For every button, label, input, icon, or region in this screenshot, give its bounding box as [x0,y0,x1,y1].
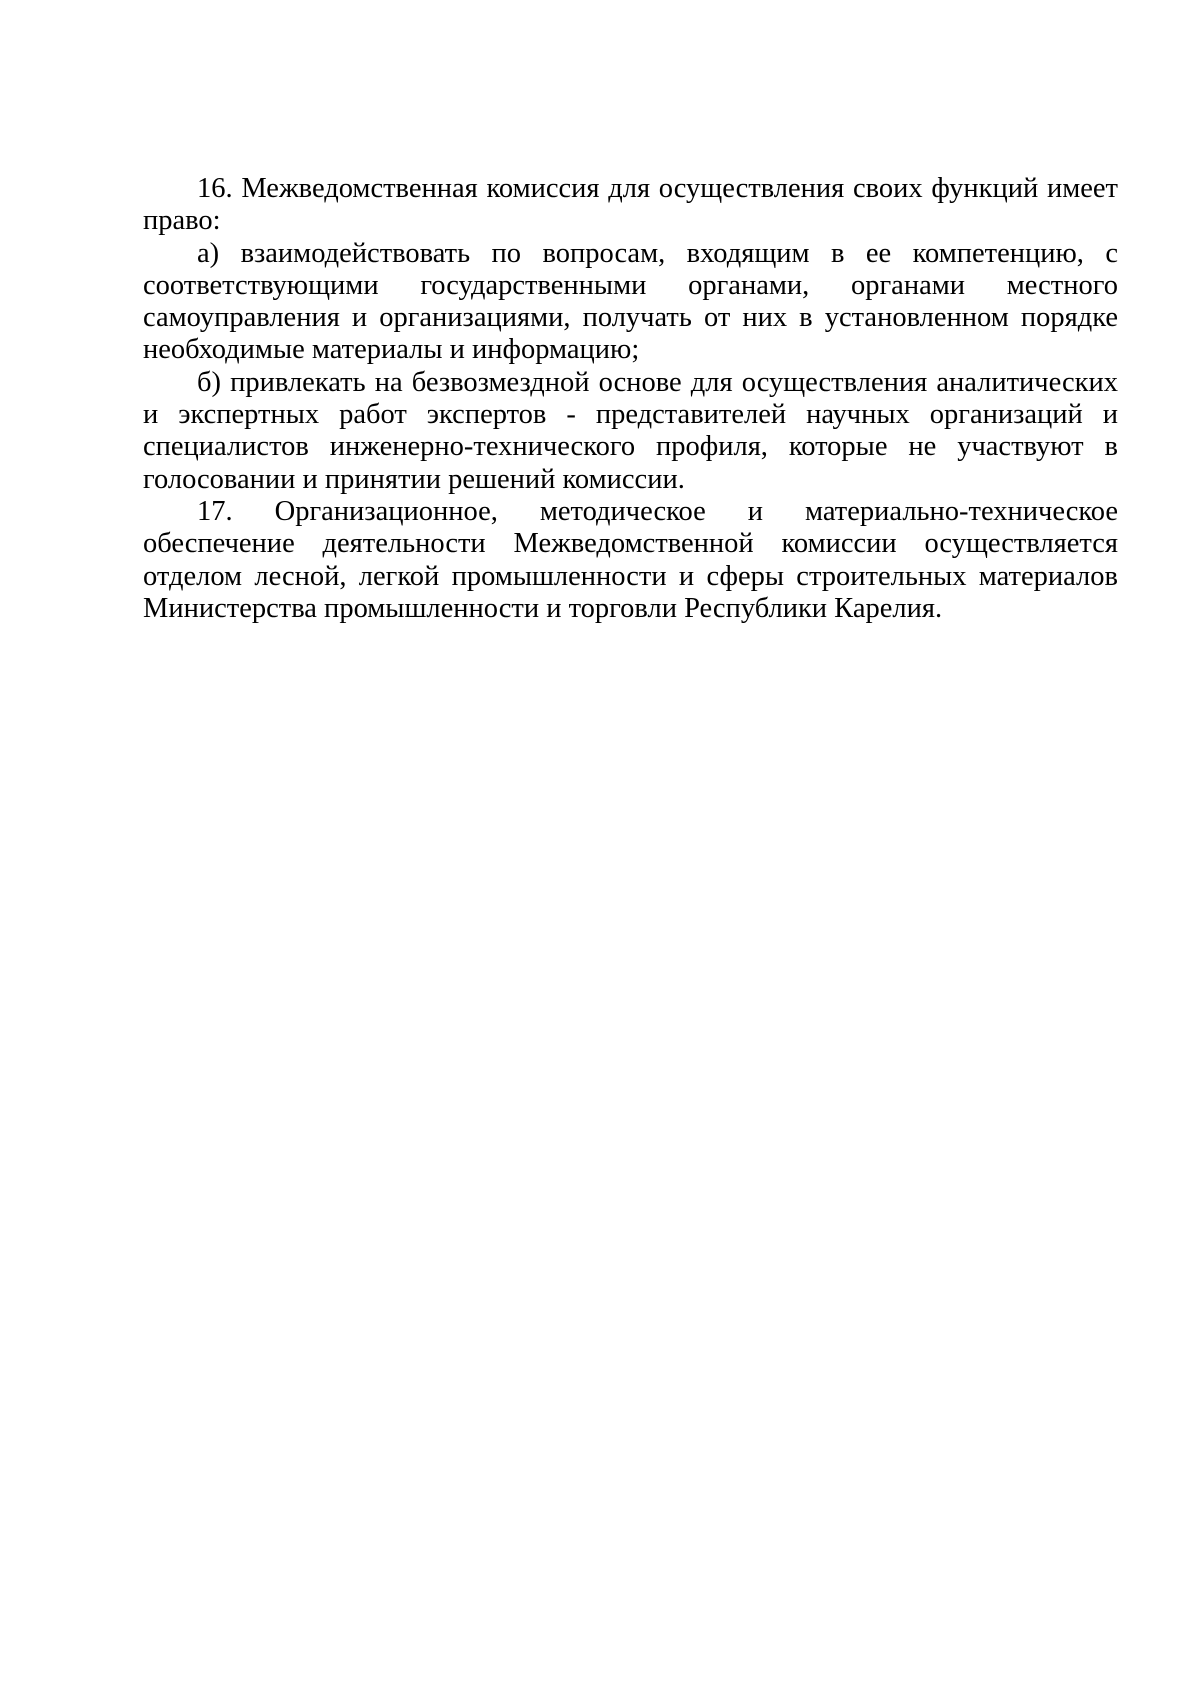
document-body [143,173,1118,625]
paragraph-17: 17. Организационное, методическое и материально-техническое обеспечение деятельности Межведомственной комиссии осуществляется отделом лесной, легкой промышленности и сферы строительных материалов Министерства промышленности и торговли Республики Карелия. [143,495,1118,624]
paragraph-16b: б) привлекать на безвозмездной основе для осуществления аналитических и экспертных работ экспертов - представителей научных организаций и специалистов инженерно-технического профиля, которые не участвуют в голосовании и принятии решений комиссии. [143,366,1118,495]
paragraph-16a: а) взаимодействовать по вопросам, входящим в ее компетенцию, с соответствующими государственными органами, органами местного самоуправления и организациями, получать от них в установленном порядке необходимые материалы и информацию; [143,237,1118,366]
paragraph-16: 16. Межведомственная комиссия для осуществления своих функций имеет право: [143,173,1118,237]
